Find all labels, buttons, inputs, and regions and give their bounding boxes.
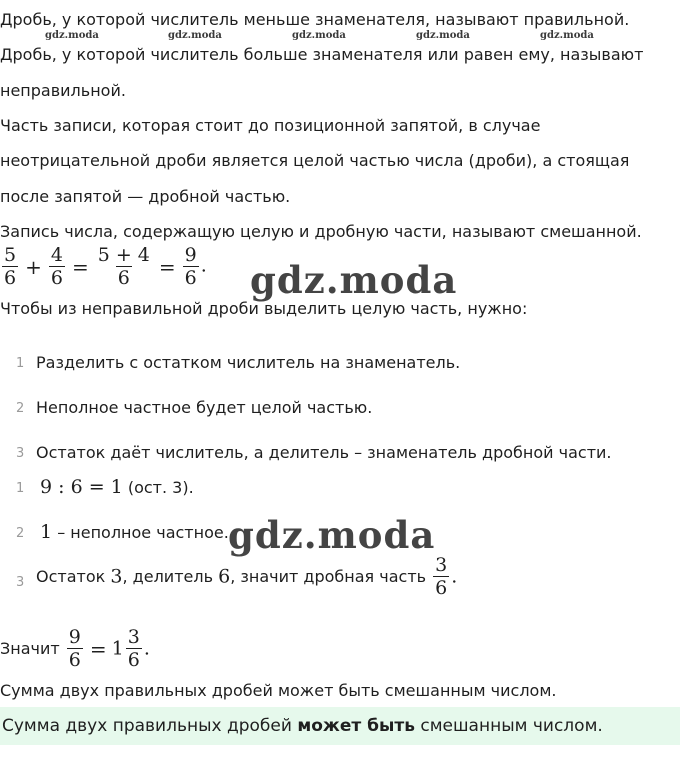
fraction-5-6: $\frac{5}{6}$ <box>4 244 17 289</box>
example-step-number: 3 <box>16 575 25 590</box>
fraction-sum: $\frac{5 + 4}{6}$ <box>97 244 150 289</box>
conclusion: Значит $\frac{9}{6}$ = 1 $\frac{3}{6}$ . <box>0 626 150 671</box>
watermark-small-5: gdz.moda <box>540 30 594 41</box>
watermark-small-3: gdz.moda <box>292 30 346 41</box>
watermark-large-2: gdz.moda <box>228 513 436 557</box>
step-number: 3 <box>16 446 25 461</box>
fraction-4-6: $\frac{4}{6}$ <box>50 244 63 289</box>
watermark-large-1: gdz.moda <box>250 258 458 302</box>
statement: Сумма двух правильных дробей может быть смешанным числом. <box>0 681 557 700</box>
step-text: Неполное частное будет целой частью. <box>36 398 373 417</box>
mixed-fraction-3-6: $\frac{3}{6}$ <box>127 626 140 671</box>
watermark-small-1: gdz.moda <box>45 30 99 41</box>
fraction-9-6-conclusion: $\frac{9}{6}$ <box>68 626 81 671</box>
watermark-small-4: gdz.moda <box>416 30 470 41</box>
example-step-number: 1 <box>16 481 25 496</box>
step-number: 1 <box>16 356 25 371</box>
paragraph-mixed-number: Запись числа, содержащую целую и дробную части, называют смешанной. <box>0 222 642 241</box>
example-step-3: Остаток 3, делитель 6, значит дробная часть $\frac{3}{6}$ . <box>36 554 458 599</box>
step-number: 2 <box>16 401 25 416</box>
step-text: Остаток даёт числитель, а делитель – знаменатель дробной части. <box>36 443 612 462</box>
answer-box <box>0 707 680 745</box>
watermark-small-2: gdz.moda <box>168 30 222 41</box>
paragraph-whole-part-2: неотрицательной дроби является целой частью числа (дроби), а стоящая <box>0 151 630 170</box>
fraction-9-6: $\frac{9}{6}$ <box>184 244 197 289</box>
step-text: Разделить с остатком числитель на знаменатель. <box>36 353 461 372</box>
example-step-2: 1 – неполное частное. <box>40 521 229 543</box>
paragraph-improper-fraction-1: Дробь, у которой числитель больше знаменателя или равен ему, называют <box>0 45 644 64</box>
paragraph-improper-fraction-2: неправильной. <box>0 81 126 100</box>
fraction-3-6: $\frac{3}{6}$ <box>435 554 448 599</box>
formula-sum: $\frac{5}{6}$ + $\frac{4}{6}$ = $\frac{5 + 4}{6}$ = $\frac{9}{6}$ . <box>4 244 207 289</box>
paragraph-whole-part-1: Часть записи, которая стоит до позиционной запятой, в случае <box>0 116 541 135</box>
answer-text: Сумма двух правильных дробей может быть смешанным числом. <box>2 716 603 736</box>
example-step-number: 2 <box>16 526 25 541</box>
paragraph-whole-part-3: после запятой — дробной частью. <box>0 187 291 206</box>
paragraph-algorithm-intro: Чтобы из неправильной дроби выделить целую часть, нужно: <box>0 299 528 318</box>
example-step-1: 9 : 6 = 1 (ост. 3). <box>40 476 194 498</box>
paragraph-proper-fraction: Дробь, у которой числитель меньше знаменателя, называют правильной. <box>0 10 630 29</box>
